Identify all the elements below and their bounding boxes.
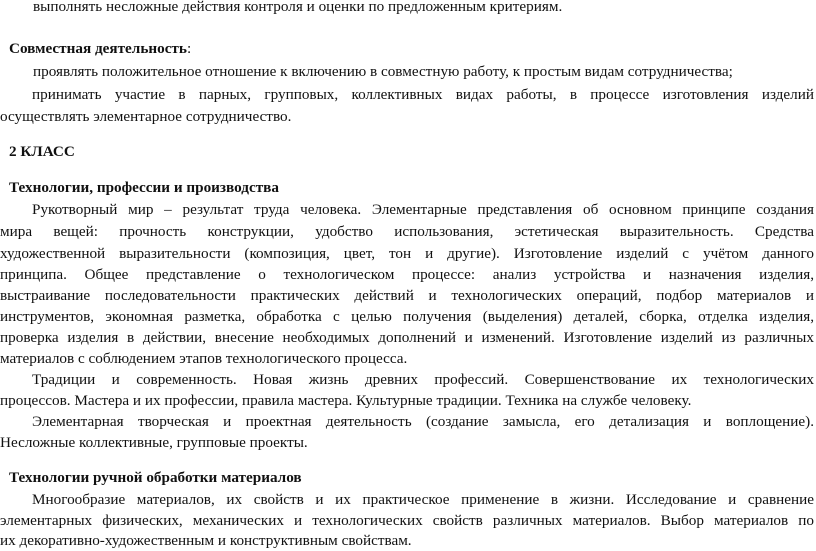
paragraph-line: принципа. Общее представление о технологическом процессе: анализ устройства и назначения изделия, — [0, 266, 814, 283]
section-heading-joint-activity — [9, 38, 816, 59]
paragraph-line: их декоративно-художественным и конструктивным свойствам. — [0, 532, 412, 549]
section-heading-technologies: Технологии, профессии и производства — [9, 179, 279, 196]
paragraph-line: Элементарная творческая и проектная деятельность (создание замысла, его детализация и воплощение). — [32, 413, 814, 430]
paragraph-line: проверка изделия в действии, внесение необходимых дополнений и изменений. Изготовление изделий из различных — [0, 329, 814, 346]
paragraph-line: материалов с соблюдением этапов технологического процесса. — [0, 350, 408, 367]
paragraph-line: элементарных физических, механических и технологических свойств различных материалов. Выбор материалов по — [0, 512, 814, 529]
paragraph-line: осуществлять элементарное сотрудничество. — [0, 108, 292, 125]
paragraph-line: Традиции и современность. Новая жизнь древних профессий. Совершенствование их технологических — [32, 371, 814, 388]
paragraph-line: мира вещей: прочность конструкции, удобство использования, эстетическая выразительность. Средства — [0, 223, 814, 240]
paragraph-line: выполнять несложные действия контроля и оценки по предложенным критериям. — [33, 0, 563, 15]
paragraph-line: Несложные коллективные, групповые проекты. — [0, 434, 308, 451]
section-heading-manual-processing: Технологии ручной обработки материалов — [9, 469, 302, 486]
paragraph-line: Многообразие материалов, их свойств и их практическое применение в жизни. Исследование и сравнение — [32, 491, 814, 508]
paragraph-line: выстраивание последовательности практических действий и технологических операций, подбор материалов и — [0, 287, 814, 304]
heading-text: Совместная деятельность — [9, 40, 187, 57]
paragraph-line: проявлять положительное отношение к включению в совместную работу, к простым видам сотрудничества; — [33, 63, 733, 80]
paragraph-line: инструментов, экономная разметка, обработка с целью получения (выделения) деталей, сборка, отделка изделия, — [0, 308, 814, 325]
heading-colon: : — [186, 40, 192, 57]
paragraph-line: принимать участие в парных, групповых, коллективных видах работы, в процессе изготовления изделий — [32, 86, 814, 103]
grade-heading: 2 КЛАСС — [9, 143, 75, 160]
paragraph-line: Рукотворный мир – результат труда человека. Элементарные представления об основном принципе создания — [32, 201, 814, 218]
paragraph-line: процессов. Мастера и их профессии, правила мастера. Культурные традиции. Техника на службе человеку. — [0, 392, 692, 409]
paragraph-line: художественной выразительности (композиция, цвет, тон и другие). Изготовление изделий с учётом данного — [0, 245, 814, 262]
